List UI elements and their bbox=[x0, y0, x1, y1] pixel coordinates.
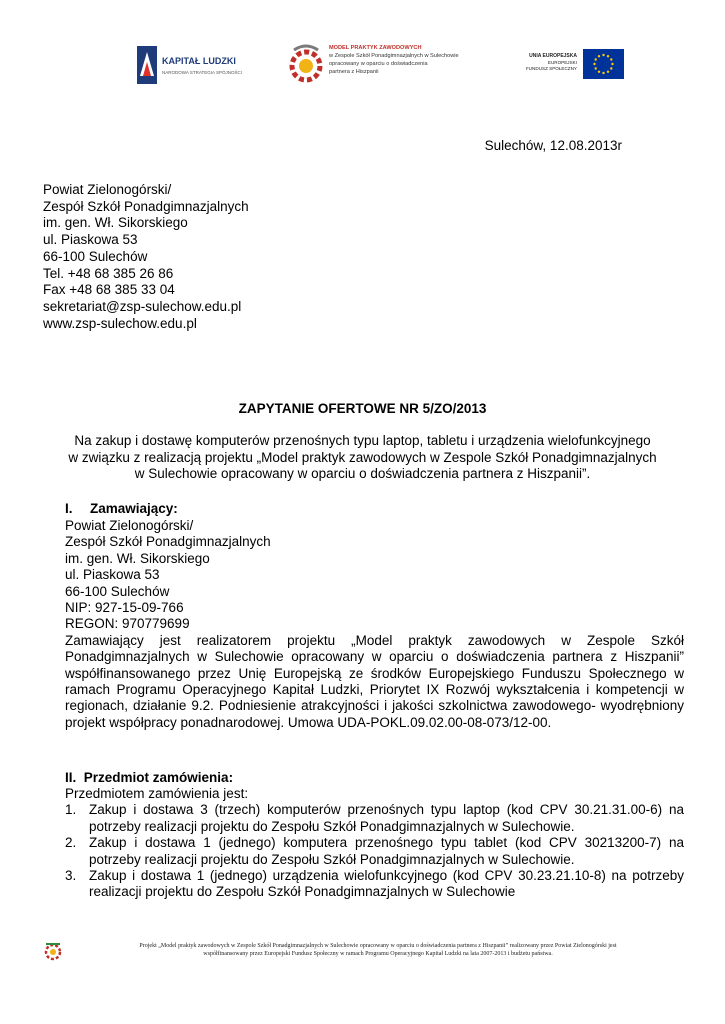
eu-line2: EUROPEJSKI bbox=[547, 59, 577, 65]
list-item-text: Zakup i dostawa 3 (trzech) komputerów przenośnych typu laptop (kod CPV 30.21.31.00-6) na potrzeby realizacji projektu do Zespołu Szkół Ponadgimnazjalnych w Sulechowie. bbox=[89, 802, 684, 834]
address-email[interactable]: sekretariat@zsp-sulechow.edu.pl bbox=[43, 298, 242, 314]
section2-title: Przedmiot zamówienia: bbox=[83, 770, 234, 785]
eu-star-icon bbox=[595, 58, 597, 60]
address-line: ul. Piaskowa 53 bbox=[43, 232, 138, 248]
list-item bbox=[65, 835, 684, 868]
ordering-party-regon: REGON: 970779699 bbox=[65, 616, 190, 632]
document-title: ZAPYTANIE OFERTOWE NR 5/ZO/2013 bbox=[238, 401, 487, 416]
address-phone: Tel. +48 68 385 26 86 bbox=[43, 265, 174, 281]
list-item-number: 3. bbox=[65, 868, 77, 884]
model-praktyk-line3: opracowany w oparciu o doświadczenia bbox=[329, 61, 428, 67]
eu-star-icon bbox=[602, 72, 604, 74]
eu-logo bbox=[517, 49, 627, 83]
footer-line2: współfinansowany przez Europejski Fundusz Społeczny w ramach Programu Operacyjnego Kapitał Ludzki na lata 2007-2013 i budżetu państwa. bbox=[203, 951, 553, 957]
eu-star-icon bbox=[607, 71, 609, 73]
list-item bbox=[65, 802, 684, 835]
intro-paragraph bbox=[40, 433, 685, 483]
kapital-ludzki-tagline: NARODOWA STRATEGIA SPÓJNOŚCI bbox=[162, 70, 243, 75]
gear-icon bbox=[288, 44, 324, 84]
logo-bar bbox=[0, 40, 725, 90]
eu-star-icon bbox=[593, 63, 595, 65]
address-website[interactable]: www.zsp-sulechow.edu.pl bbox=[43, 315, 197, 331]
section1-number: I. bbox=[65, 501, 73, 516]
section1-title: Zamawiający: bbox=[90, 501, 178, 516]
address-line: 66-100 Sulechów bbox=[43, 248, 148, 264]
footer-line1: Projekt „Model praktyk zawodowych w Zespole Szkół Ponadgimnazjalnych w Sulechowie opracowany w oparciu o doświadczenia partnera z Hiszpanii” realizowany przez Powiat Zielonogórski jest bbox=[139, 943, 617, 949]
address-fax: Fax +48 68 385 33 04 bbox=[43, 282, 175, 298]
section2-heading bbox=[65, 770, 233, 785]
footer-text bbox=[72, 942, 684, 958]
eu-star-icon bbox=[607, 55, 609, 57]
kapital-ludzki-logo bbox=[137, 46, 277, 86]
project-description: Zamawiający jest realizatorem projektu „Model praktyk zawodowych w Zespole Szkół Ponadgimnazjalnych w Sulechowie opracowany w oparciu o doświadczenia partnera z Hiszpanii” współfinansowanego przez Unię Europejską ze środków Europejskiego Funduszu Społecznego w ramach Programu Operacyjnego Kapitał Ludzki, Priorytet IX Rozwój wykształcenia i kompetencji w regionach, działanie 9.2. Podniesienie atrakcyjności i jakości szkolnictwa zawodowego- wyodrębniony projekt współpracy ponadnarodowej. Umowa UDA-POKL.09.02.00-08-073/12-00. bbox=[65, 632, 684, 730]
model-praktyk-text bbox=[329, 44, 459, 76]
model-praktyk-line4: partnera z Hiszpanii bbox=[329, 69, 379, 75]
ordering-party-line: ul. Piaskowa 53 bbox=[65, 567, 160, 583]
section2-lead: Przedmiotem zamówienia jest: bbox=[65, 786, 249, 801]
model-praktyk-line2: w Zespole Szkół Ponadgimnazjalnych w Sulechowie bbox=[329, 53, 459, 59]
eu-star-icon bbox=[611, 63, 613, 65]
ordering-party-line: Powiat Zielonogórski/ bbox=[65, 518, 194, 533]
list-item-text: Zakup i dostawa 1 (jednego) urządzenia wielofunkcyjnego (kod CPV 30.23.21.10-8) na potrzeby realizacji projektu do Zespołu Szkół Ponadgimnazjalnych w Sulechowie bbox=[89, 868, 684, 900]
ordering-party-line: im. gen. Wł. Sikorskiego bbox=[65, 550, 210, 566]
list-item-number: 1. bbox=[65, 802, 77, 818]
intro-line: Na zakup i dostawę komputerów przenośnych typu laptop, tabletu i urządzenia wielofunkcyjnego bbox=[74, 433, 651, 448]
section1-heading bbox=[65, 501, 178, 516]
intro-line: w Sulechowie opracowany w oparciu o doświadczenia partnera z Hiszpanii”. bbox=[134, 466, 591, 481]
eu-line3: FUNDUSZ SPOŁECZNY bbox=[525, 66, 577, 71]
address-line: im. gen. Wł. Sikorskiego bbox=[43, 215, 188, 231]
page-footer bbox=[44, 942, 684, 966]
sender-address bbox=[43, 182, 249, 332]
eu-star-icon bbox=[610, 58, 612, 60]
address-line: Zespół Szkół Ponadgimnazjalnych bbox=[43, 198, 249, 214]
list-item-text: Zakup i dostawa 1 (jednego) komputera przenośnego typu tablet (kod CPV 30213200-7) na potrzeby realizacji projektu do Zespołu Szkół Ponadgimnazjalnych w Sulechowie. bbox=[89, 835, 684, 867]
model-praktyk-logo bbox=[288, 42, 488, 88]
eu-flag-icon bbox=[583, 49, 624, 79]
section1-body bbox=[65, 518, 684, 731]
eu-star-icon bbox=[595, 67, 597, 69]
document-date: Sulechów, 12.08.2013r bbox=[484, 138, 622, 153]
model-praktyk-line1: MODEL PRAKTYK ZAWODOWYCH bbox=[329, 45, 422, 51]
ordering-party-line: Zespół Szkół Ponadgimnazjalnych bbox=[65, 534, 271, 550]
intro-line: w związku z realizacją projektu „Model praktyk zawodowych w Zespole Szkół Ponadgimnazjalnych bbox=[68, 449, 657, 465]
eu-star-icon bbox=[598, 71, 600, 73]
eu-text bbox=[517, 53, 577, 73]
project-emblem-icon bbox=[44, 942, 62, 962]
eu-line1: UNIA EUROPEJSKA bbox=[529, 53, 577, 59]
ordering-party-nip: NIP: 927-15-09-766 bbox=[65, 600, 184, 616]
eu-star-icon bbox=[598, 55, 600, 57]
kapital-ludzki-name: KAPITAŁ LUDZKI bbox=[162, 56, 236, 66]
list-item bbox=[65, 868, 684, 901]
eu-star-icon bbox=[610, 67, 612, 69]
list-item-number: 2. bbox=[65, 835, 77, 851]
section2-body bbox=[65, 786, 684, 901]
kapital-ludzki-mark-icon bbox=[137, 46, 157, 84]
address-line: Powiat Zielonogórski/ bbox=[43, 182, 172, 197]
section2-number: II. bbox=[65, 770, 77, 785]
ordering-party-line: 66-100 Sulechów bbox=[65, 583, 170, 599]
eu-star-icon bbox=[602, 54, 604, 56]
